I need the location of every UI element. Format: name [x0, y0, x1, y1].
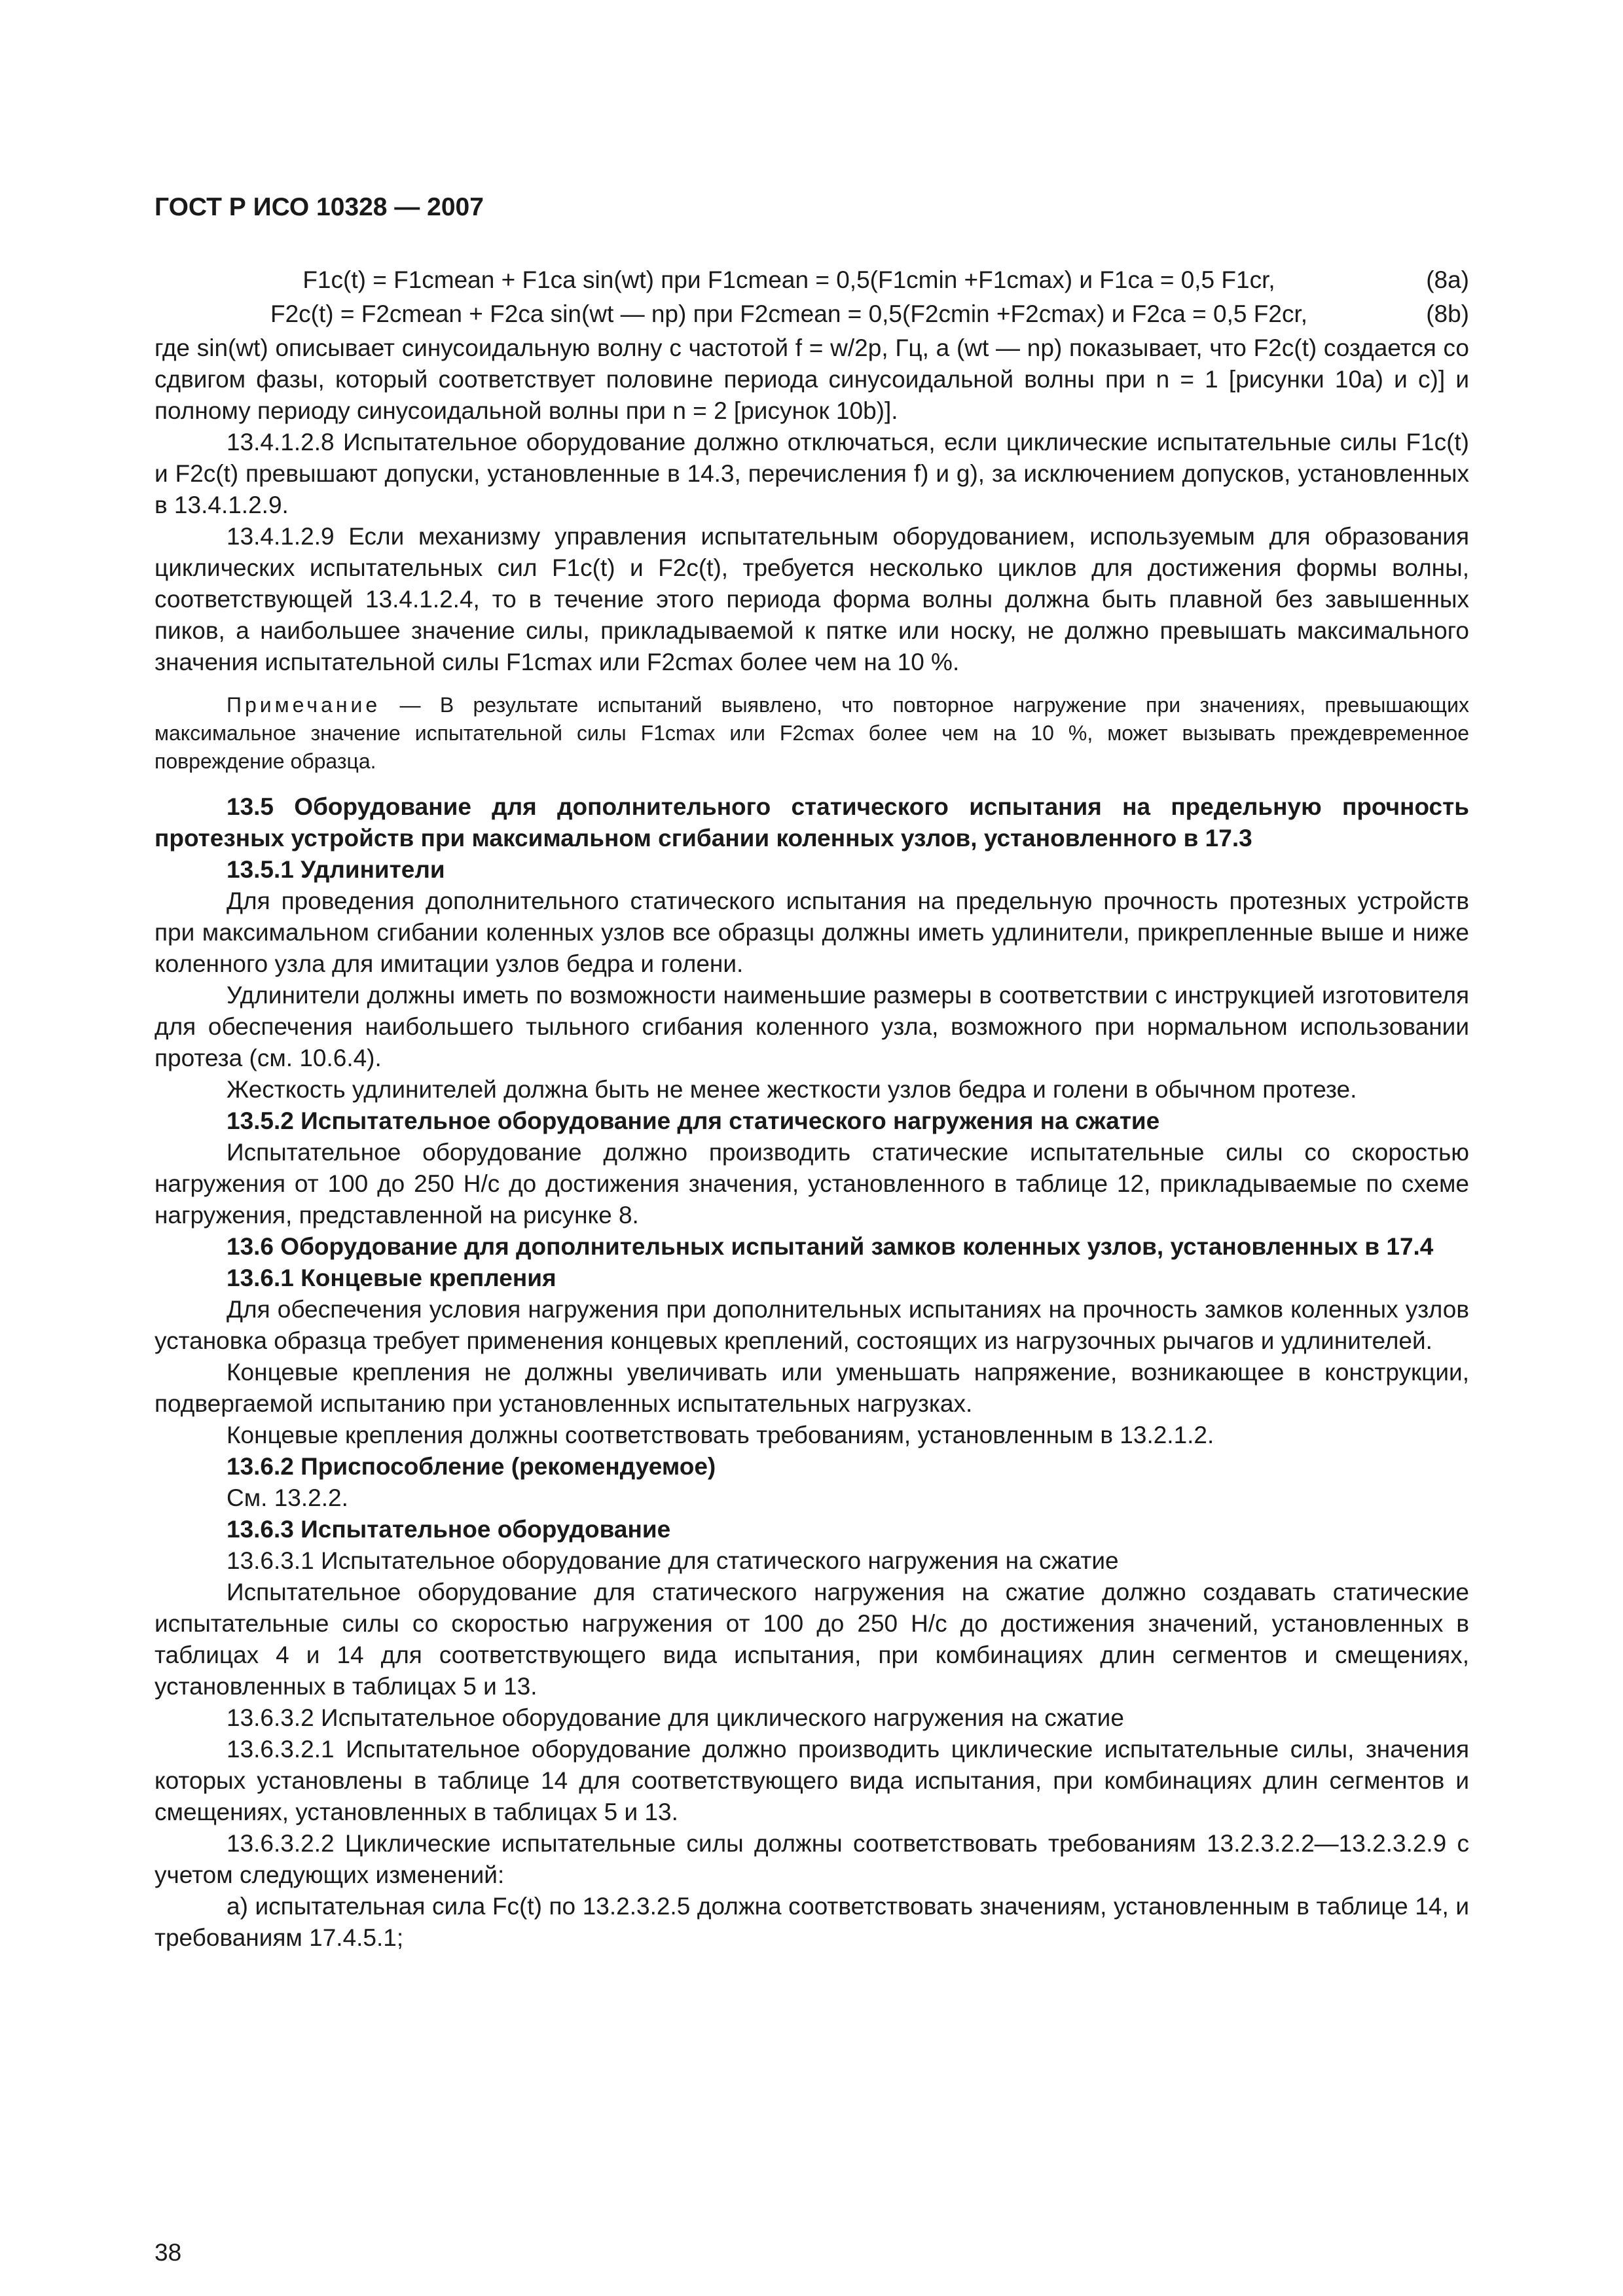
paragraph-13-5-1-b: Удлинители должны иметь по возможности наименьшие размеры в соответствии с инструкцией изготовителя для обеспечения наибольшего тыльного сгибания коленного узла, возможного при нормальном использовании протеза (см. 10.6.4).	[155, 982, 1469, 1071]
equation-8a-math: F1c(t) = F1cmean + F1ca sin(wt) при F1cmean = 0,5(F1cmin +F1cmax) и F1ca = 0,5 F1cr,	[302, 266, 1275, 293]
paragraph-13-6-3-1-title: 13.6.3.1 Испытательное оборудование для статического нагружения на сжатие	[227, 1547, 1119, 1574]
paragraph-13-6-2: См. 13.2.2.	[227, 1484, 348, 1511]
heading-13-6-1: 13.6.1 Концевые крепления	[227, 1265, 556, 1291]
paragraph-13-6-3-2-1: 13.6.3.2.1 Испытательное оборудование должно производить циклические испытательные силы, значения которых установлены в таблице 14 для соответствующего вида испытания, при комбинациях длин сегментов и смещениях, установленных в таблицах 5 и 13.	[155, 1736, 1469, 1825]
equation-8b	[155, 298, 1469, 330]
paragraph-13-6-3-2-2: 13.6.3.2.2 Циклические испытательные силы должны соответствовать требованиям 13.2.3.2.2—13.2.3.2.9 с учетом следующих изменений:	[155, 1830, 1469, 1888]
equation-8a	[155, 264, 1469, 296]
note-text: — В результате испытаний выявлено, что повторное нагружение при значениях, превышающих максимальное значение испытательной силы F1cmax или F2cmax более чем на 10 %, может вызывать преждевременное повреждение образца.	[155, 693, 1470, 773]
document-header: ГОСТ Р ИСО 10328 — 2007	[155, 193, 484, 221]
page-content	[155, 191, 1469, 1954]
paragraph-13-5-1-c: Жесткость удлинителей должна быть не менее жесткости узлов бедра и голени в обычном протезе.	[227, 1076, 1357, 1103]
heading-13-6-2: 13.6.2 Приспособление (рекомендуемое)	[227, 1453, 716, 1480]
heading-13-5-2: 13.5.2 Испытательное оборудование для статического нагружения на сжатие	[227, 1107, 1160, 1134]
heading-13-5-1: 13.5.1 Удлинители	[227, 856, 445, 883]
paragraph-13-6-3-1: Испытательное оборудование для статического нагружения на сжатие должно создавать статические испытательные силы со скоростью нагружения от 100 до 250 Н/с до достижения значений, установленных в таблицах 4 и 14 для соответствующего вида испытания, при комбинациях длин сегментов и смещениях, установленных в таблицах 5 и 13.	[155, 1579, 1469, 1700]
page-number: 38	[155, 2239, 182, 2266]
paragraph-13-6-1-a: Для обеспечения условия нагружения при дополнительных испытаниях на прочность замков коленных узлов установка образца требует применения концевых креплений, состоящих из нагрузочных рычагов и удлинителей.	[155, 1296, 1469, 1354]
paragraph-13-6-3-2-title: 13.6.3.2 Испытательное оборудование для циклического нагружения на сжатие	[227, 1704, 1124, 1731]
paragraph-13-4-1-2-8: 13.4.1.2.8 Испытательное оборудование должно отключаться, если циклические испытательные силы F1c(t) и F2c(t) превышают допуски, установленные в 14.3, перечисления f) и g), за исключением допусков, установленных в 13.4.1.2.9.	[155, 429, 1469, 518]
equation-8b-math: F2c(t) = F2cmean + F2ca sin(wt — np) при F2cmean = 0,5(F2cmin +F2cmax) и F2ca = 0,5 F2cr,	[270, 300, 1308, 327]
equation-8b-number: (8b)	[1426, 300, 1469, 327]
paragraph-13-6-1-b: Концевые крепления не должны увеличивать или уменьшать напряжение, возникающее в конструкции, подвергаемой испытанию при установленных испытательных нагрузках.	[155, 1359, 1469, 1417]
list-item-a: а) испытательная сила Fc(t) по 13.2.3.2.5 должна соответствовать значениям, установленным в таблице 14, и требованиям 17.4.5.1;	[155, 1893, 1469, 1951]
heading-13-5: 13.5 Оборудование для дополнительного статического испытания на предельную прочность протезных устройств при максимальном сгибании коленных узлов, установленного в 17.3	[155, 793, 1469, 852]
paragraph-13-5-2: Испытательное оборудование должно производить статические испытательные силы со скоростью нагружения от 100 до 250 Н/с до достижения значения, установленного в таблице 12, прикладываемые по схеме нагружения, представленной на рисунке 8.	[155, 1139, 1469, 1229]
heading-13-6-3: 13.6.3 Испытательное оборудование	[227, 1516, 671, 1543]
note-label: Примечание	[227, 693, 381, 717]
heading-13-6: 13.6 Оборудование для дополнительных испытаний замков коленных узлов, установленных в 17.4	[227, 1233, 1434, 1260]
equation-8a-number: (8a)	[1426, 266, 1469, 293]
note	[155, 691, 1469, 776]
paragraph-13-4-1-2-9: 13.4.1.2.9 Если механизму управления испытательным оборудованием, используемым для образования циклических испытательных сил F1c(t) и F2c(t), требуется несколько циклов для достижения формы волны, соответствующей 13.4.1.2.4, то в течение этого периода форма волны должна быть плавной без завышенных пиков, а наибольшее значение силы, прикладываемой к пятке или носку, не должно превышать максимального значения испытательной силы F1cmax или F2cmax более чем на 10 %.	[155, 523, 1469, 675]
paragraph-13-5-1-a: Для проведения дополнительного статического испытания на предельную прочность протезных устройств при максимальном сгибании коленных узлов все образцы должны иметь удлинители, прикрепленные выше и ниже коленного узла для имитации узлов бедра и голени.	[155, 888, 1469, 977]
paragraph-13-6-1-c: Концевые крепления должны соответствовать требованиям, установленным в 13.2.1.2.	[227, 1422, 1214, 1448]
paragraph-where: где sin(wt) описывает синусоидальную волну с частотой f = w/2p, Гц, а (wt — np) показывает, что F2c(t) создается со сдвигом фазы, который соответствует половине периода синусоидальной волны при n = 1 [рисунки 10a) и c)] и полному периоду синусоидальной волны при n = 2 [рисунок 10b)].	[155, 334, 1469, 424]
